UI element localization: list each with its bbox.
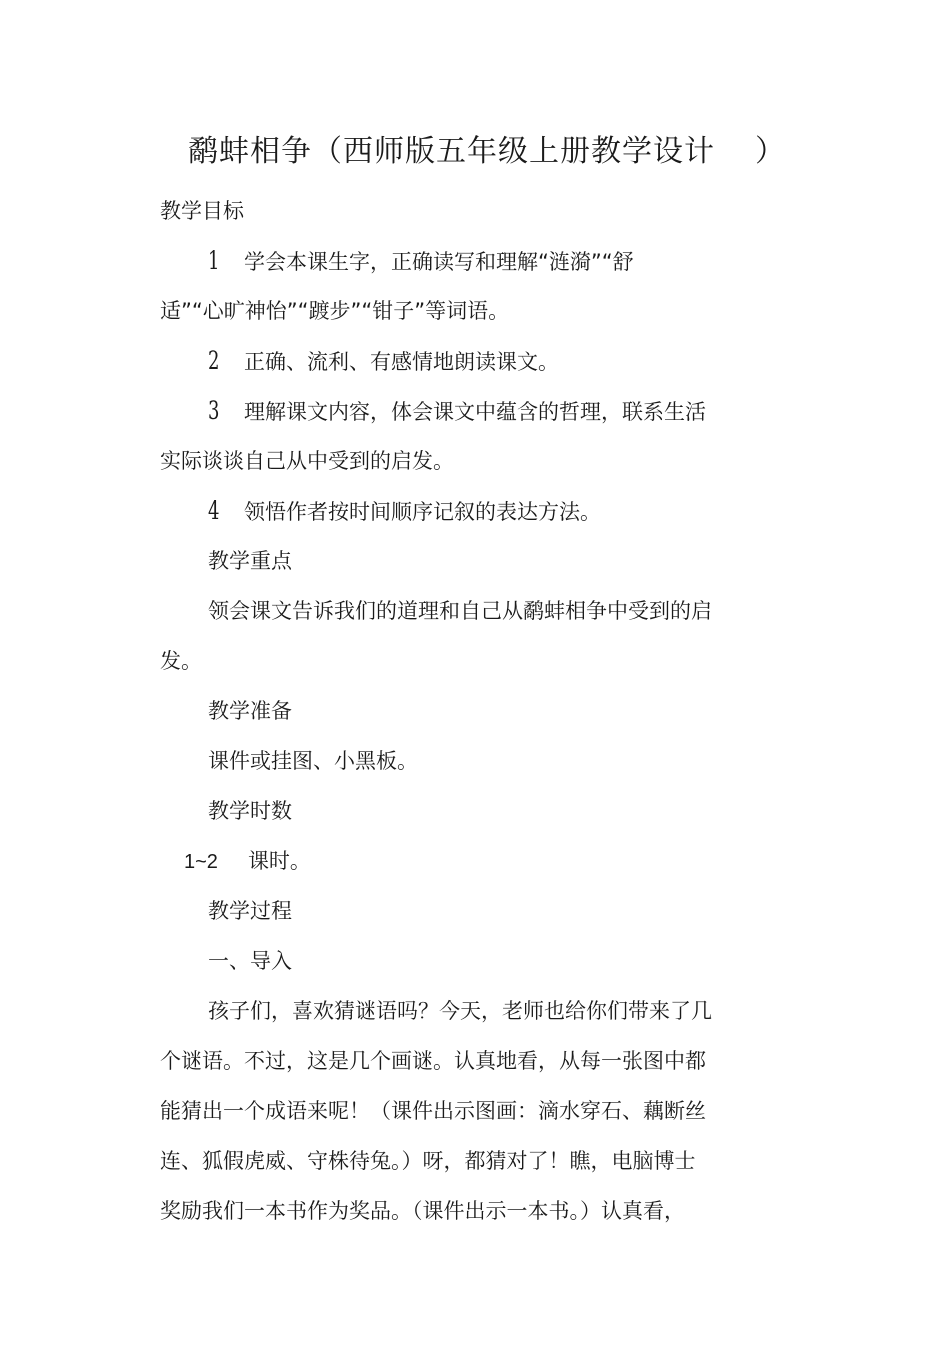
preparation-heading: 教学准备 [208, 699, 292, 723]
objective-item-4 [208, 496, 601, 527]
paragraph-line: 孩子们，喜欢猜谜语吗？今天，老师也给你们带来了几 [208, 999, 712, 1023]
objective-text: 正确、流利、有感情地朗读课文。 [244, 350, 559, 374]
hours-heading: 教学时数 [208, 799, 292, 823]
objective-number: 2 [208, 346, 220, 375]
paragraph-line: 能猜出一个成语来呢！（课件出示图画：滴水穿石、藕断丝 [160, 1099, 706, 1123]
document-title [188, 126, 786, 170]
paragraph-line: 连、狐假虎威、守株待兔。）呀，都猜对了！瞧，电脑博士 [160, 1149, 696, 1173]
hours-number: 1~2 [184, 851, 218, 873]
key-points-text: 领会课文告诉我们的道理和自己从鹬蚌相争中受到的启 [208, 599, 712, 623]
objective-item-2 [208, 346, 559, 377]
objective-item-3-continued: 实际谈谈自己从中受到的启发。 [160, 449, 454, 473]
key-points-text-continued: 发。 [160, 649, 202, 673]
objective-item-3 [208, 396, 706, 427]
paragraph-line: 个谜语。不过，这是几个画谜。认真地看，从每一张图中都 [160, 1049, 706, 1073]
process-heading: 教学过程 [208, 899, 292, 923]
objective-number: 4 [208, 496, 220, 525]
objective-item-1-continued: 适”“心旷神怡”“踱步”“钳子”等词语。 [160, 299, 510, 323]
objective-number: 3 [208, 396, 220, 425]
key-points-heading: 教学重点 [208, 549, 292, 573]
objective-text: 领悟作者按时间顺序记叙的表达方法。 [244, 500, 601, 524]
preparation-text: 课件或挂图、小黑板。 [208, 749, 418, 773]
objective-text: 学会本课生字，正确读写和理解“涟漪”“舒 [244, 250, 634, 274]
hours-text [184, 846, 311, 877]
hours-unit: 课时。 [247, 849, 311, 873]
objective-number: 1 [208, 246, 220, 275]
section-heading: 一、导入 [208, 949, 292, 973]
objective-item-1 [208, 246, 634, 277]
objectives-heading: 教学目标 [160, 199, 244, 223]
paragraph-line: 奖励我们一本书作为奖品。（课件出示一本书。）认真看， [160, 1199, 685, 1223]
title-text: 鹬蚌相争（西师版五年级上册教学设计 [188, 134, 715, 169]
objective-text: 理解课文内容，体会课文中蕴含的哲理，联系生活 [244, 400, 706, 424]
title-close-paren: ） [755, 134, 786, 169]
